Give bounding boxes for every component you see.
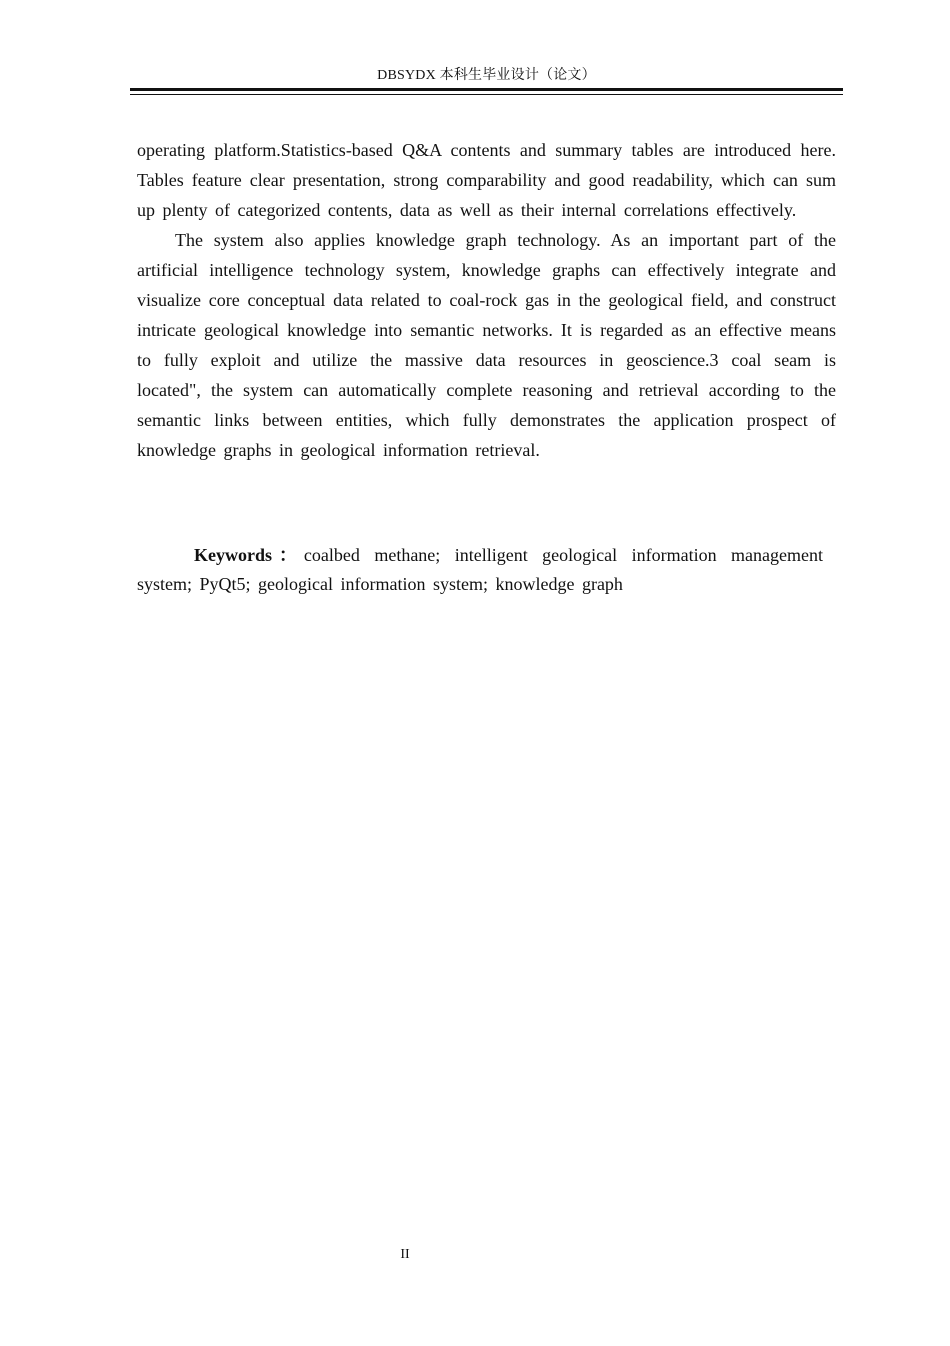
page-number: II [400, 1247, 410, 1262]
keywords-block [137, 541, 823, 599]
keywords-label: Keywords： [194, 545, 304, 565]
keywords-text: coalbed methane; intelligent geological information management system; PyQt5; geological information system; knowledge graph [137, 545, 823, 594]
abstract-body [137, 135, 836, 465]
header-rule-thick [130, 88, 843, 91]
header-rule-thin [130, 94, 843, 95]
abstract-paragraph-2: The system also applies knowledge graph technology. As an important part of the artificial intelligence technology system, knowledge graphs can effectively integrate and visualize core conceptual data related to coal-rock gas in the geological field, and construct intricate geological knowledge into semantic networks. It is regarded as an effective means to fully exploit and utilize the massive data resources in geoscience.3 coal seam is located", the system can automatically complete reasoning and retrieval according to the semantic links between entities, which fully demonstrates the application prospect of knowledge graphs in geological information retrieval. [137, 230, 836, 460]
abstract-paragraph-1: operating platform.Statistics-based Q&A contents and summary tables are introduced here. Tables feature clear presentation, strong comparability and good readability, which can sum up plenty of categorized contents, data as well as their internal correlations effectively. [137, 140, 836, 220]
page-header: DBSYDX 本科生毕业设计（论文） [377, 68, 596, 83]
